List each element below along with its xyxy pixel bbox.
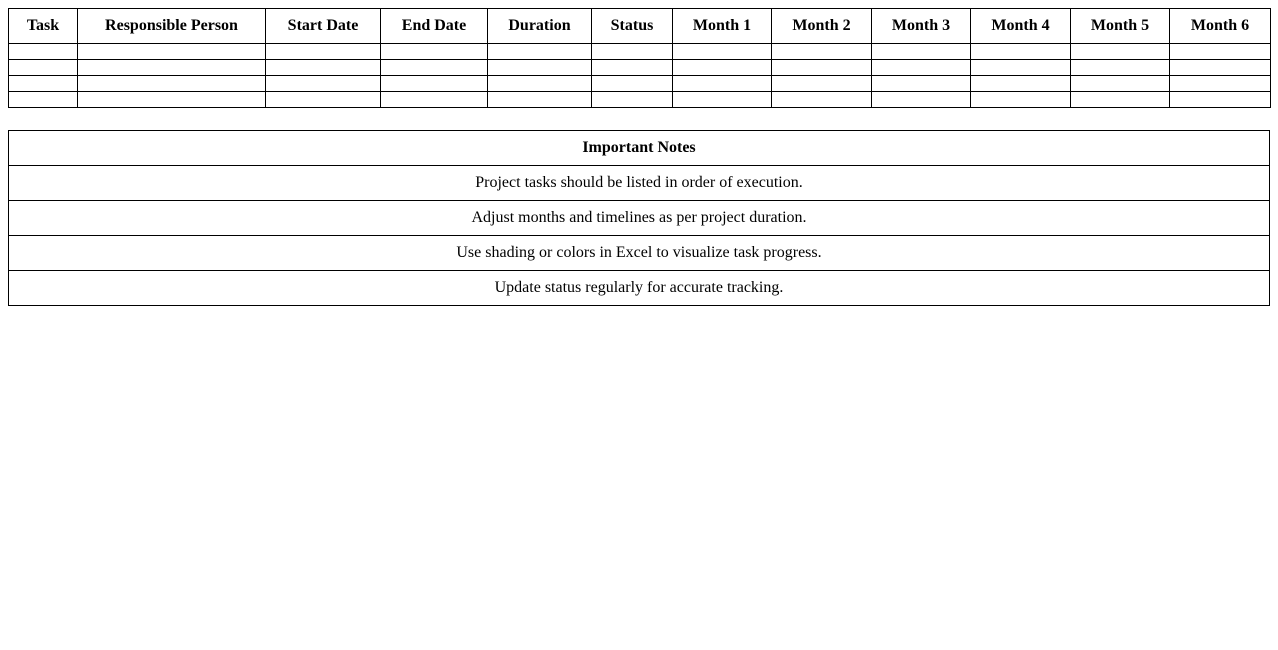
header-month-3: Month 3: [872, 9, 971, 44]
schedule-cell[interactable]: [872, 60, 971, 76]
schedule-cell[interactable]: [592, 92, 673, 108]
schedule-cell[interactable]: [1071, 44, 1170, 60]
schedule-cell[interactable]: [78, 44, 266, 60]
schedule-cell[interactable]: [266, 60, 381, 76]
schedule-cell[interactable]: [266, 44, 381, 60]
schedule-cell[interactable]: [488, 76, 592, 92]
header-month-2: Month 2: [772, 9, 872, 44]
schedule-cell[interactable]: [78, 60, 266, 76]
schedule-cell[interactable]: [592, 76, 673, 92]
schedule-cell[interactable]: [381, 76, 488, 92]
schedule-cell[interactable]: [1170, 92, 1271, 108]
schedule-cell[interactable]: [872, 76, 971, 92]
schedule-cell[interactable]: [971, 76, 1071, 92]
important-notes-table: [8, 130, 1270, 306]
schedule-cell[interactable]: [1071, 60, 1170, 76]
schedule-body: [9, 44, 1271, 108]
note-row: [9, 271, 1270, 306]
schedule-cell[interactable]: [772, 76, 872, 92]
schedule-cell[interactable]: [971, 60, 1071, 76]
header-month-5: Month 5: [1071, 9, 1170, 44]
schedule-cell[interactable]: [971, 44, 1071, 60]
schedule-header-row: [9, 9, 1271, 44]
schedule-cell[interactable]: [1071, 76, 1170, 92]
schedule-row: [9, 44, 1271, 60]
header-month-6: Month 6: [1170, 9, 1271, 44]
schedule-cell[interactable]: [673, 92, 772, 108]
note-text: Adjust months and timelines as per project duration.: [9, 201, 1270, 236]
header-start-date: Start Date: [266, 9, 381, 44]
schedule-cell[interactable]: [9, 44, 78, 60]
schedule-cell[interactable]: [872, 92, 971, 108]
schedule-cell[interactable]: [488, 44, 592, 60]
schedule-cell[interactable]: [9, 60, 78, 76]
schedule-cell[interactable]: [488, 92, 592, 108]
schedule-row: [9, 76, 1271, 92]
schedule-cell[interactable]: [772, 92, 872, 108]
schedule-cell[interactable]: [381, 92, 488, 108]
schedule-cell[interactable]: [78, 76, 266, 92]
schedule-cell[interactable]: [1170, 44, 1271, 60]
note-row: [9, 201, 1270, 236]
schedule-cell[interactable]: [971, 92, 1071, 108]
schedule-cell[interactable]: [266, 76, 381, 92]
header-duration: Duration: [488, 9, 592, 44]
schedule-cell[interactable]: [78, 92, 266, 108]
schedule-cell[interactable]: [673, 76, 772, 92]
schedule-cell[interactable]: [772, 60, 872, 76]
schedule-cell[interactable]: [9, 76, 78, 92]
schedule-row: [9, 92, 1271, 108]
schedule-cell[interactable]: [592, 60, 673, 76]
notes-title: Important Notes: [9, 131, 1270, 166]
schedule-cell[interactable]: [381, 60, 488, 76]
header-responsible-person: Responsible Person: [78, 9, 266, 44]
note-text: Project tasks should be listed in order of execution.: [9, 166, 1270, 201]
notes-header-row: [9, 131, 1270, 166]
schedule-cell[interactable]: [1170, 60, 1271, 76]
schedule-cell[interactable]: [9, 92, 78, 108]
schedule-cell[interactable]: [381, 44, 488, 60]
schedule-cell[interactable]: [673, 60, 772, 76]
schedule-cell[interactable]: [1170, 76, 1271, 92]
note-row: [9, 236, 1270, 271]
schedule-cell[interactable]: [1071, 92, 1170, 108]
note-text: Update status regularly for accurate tracking.: [9, 271, 1270, 306]
schedule-cell[interactable]: [772, 44, 872, 60]
note-text: Use shading or colors in Excel to visualize task progress.: [9, 236, 1270, 271]
schedule-cell[interactable]: [872, 44, 971, 60]
header-status: Status: [592, 9, 673, 44]
header-month-1: Month 1: [673, 9, 772, 44]
schedule-row: [9, 60, 1271, 76]
schedule-cell[interactable]: [266, 92, 381, 108]
project-schedule-table: [8, 8, 1271, 108]
schedule-cell[interactable]: [488, 60, 592, 76]
header-task: Task: [9, 9, 78, 44]
schedule-cell[interactable]: [673, 44, 772, 60]
schedule-cell[interactable]: [592, 44, 673, 60]
header-month-4: Month 4: [971, 9, 1071, 44]
header-end-date: End Date: [381, 9, 488, 44]
note-row: [9, 166, 1270, 201]
